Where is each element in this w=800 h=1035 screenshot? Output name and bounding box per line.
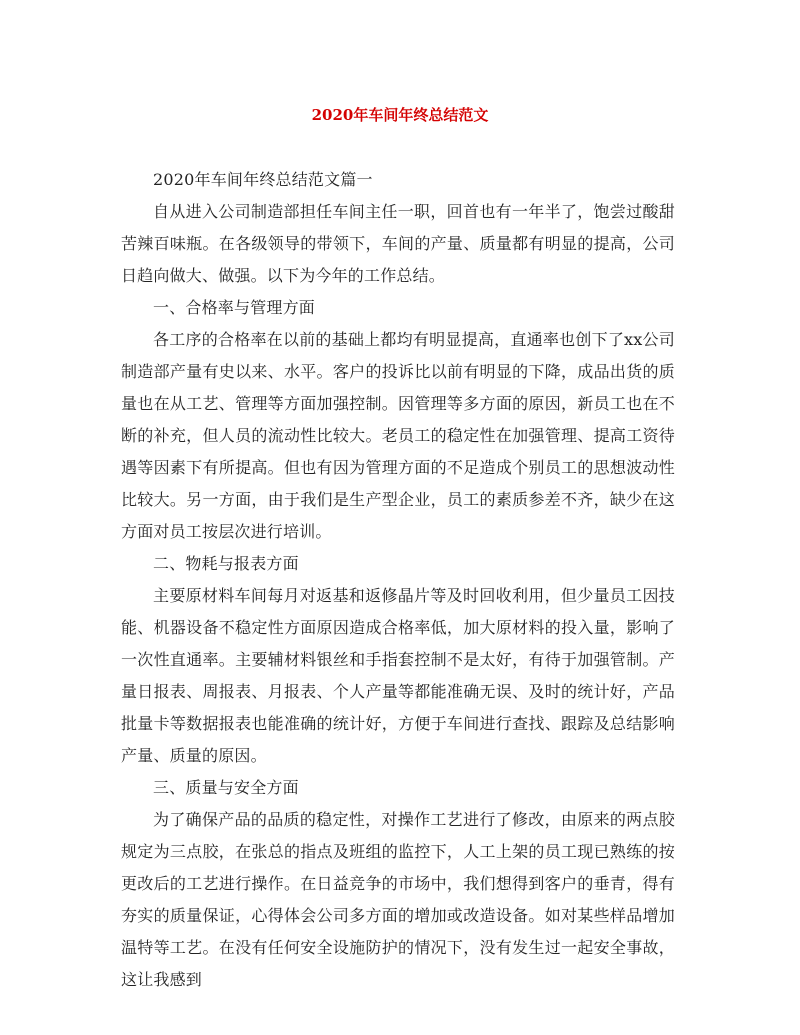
section-heading-2: 二、物耗与报表方面 [153,554,299,573]
paragraph-intro: 自从进入公司制造部担任车间主任一职，回首也有一年半了，饱尝过酸甜苦辣百味瓶。在各级领导的带领下，车间的产量、质量都有明显的提高，公司日趋向做大、做强。以下为今年的工作总结。 [121,202,675,285]
document-title: 2020年车间年终总结范文 [311,106,489,124]
paragraph-section-1: 各工序的合格率在以前的基础上都均有明显提高，直通率也创下了xx公司制造部产量有史以来、水平。客户的投诉比以前有明显的下降，成品出货的质量也在从工艺、管理等方面加强控制。因管理等多方面的原因，新员工也在不断的补充，但人员的流动性比较大。老员工的稳定性在加强管理、提高工资待遇等因素下有所提高。但也有因为管理方面的不足造成个别员工的思想波动性比较大。另一方面，由于我们是生产型企业，员工的素质参差不齐，缺少在这方面对员工按层次进行培训。 [121,330,675,541]
section-heading-article: 2020年车间年终总结范文篇一 [153,170,373,189]
paragraph-section-3: 为了确保产品的品质的稳定性，对操作工艺进行了修改，由原来的两点胶规定为三点胶，在张总的指点及班组的监控下，人工上架的员工现已熟练的按更改后的工艺进行操作。在日益竞争的市场中，我们想得到客户的垂青，得有夯实的质量保证，心得体会公司多方面的增加或改造设备。如对某些样品增加温特等工艺。在没有任何安全设施防护的情况下，没有发生过一起安全事故，这让我感到 [121,810,675,989]
paragraph-section-2: 主要原材料车间每月对返基和返修晶片等及时回收利用，但少量员工因技能、机器设备不稳定性方面原因造成合格率低，加大原材料的投入量，影响了一次性直通率。主要辅材料银丝和手指套控制不是太好，有待于加强管制。产量日报表、周报表、月报表、个人产量等都能准确无误、及时的统计好，产品批量卡等数据报表也能准确的统计好，方便于车间进行查找、跟踪及总结影响产量、质量的原因。 [121,586,675,765]
section-heading-3: 三、质量与安全方面 [153,778,299,797]
document-body [121,164,675,996]
section-heading-1: 一、合格率与管理方面 [153,298,316,317]
